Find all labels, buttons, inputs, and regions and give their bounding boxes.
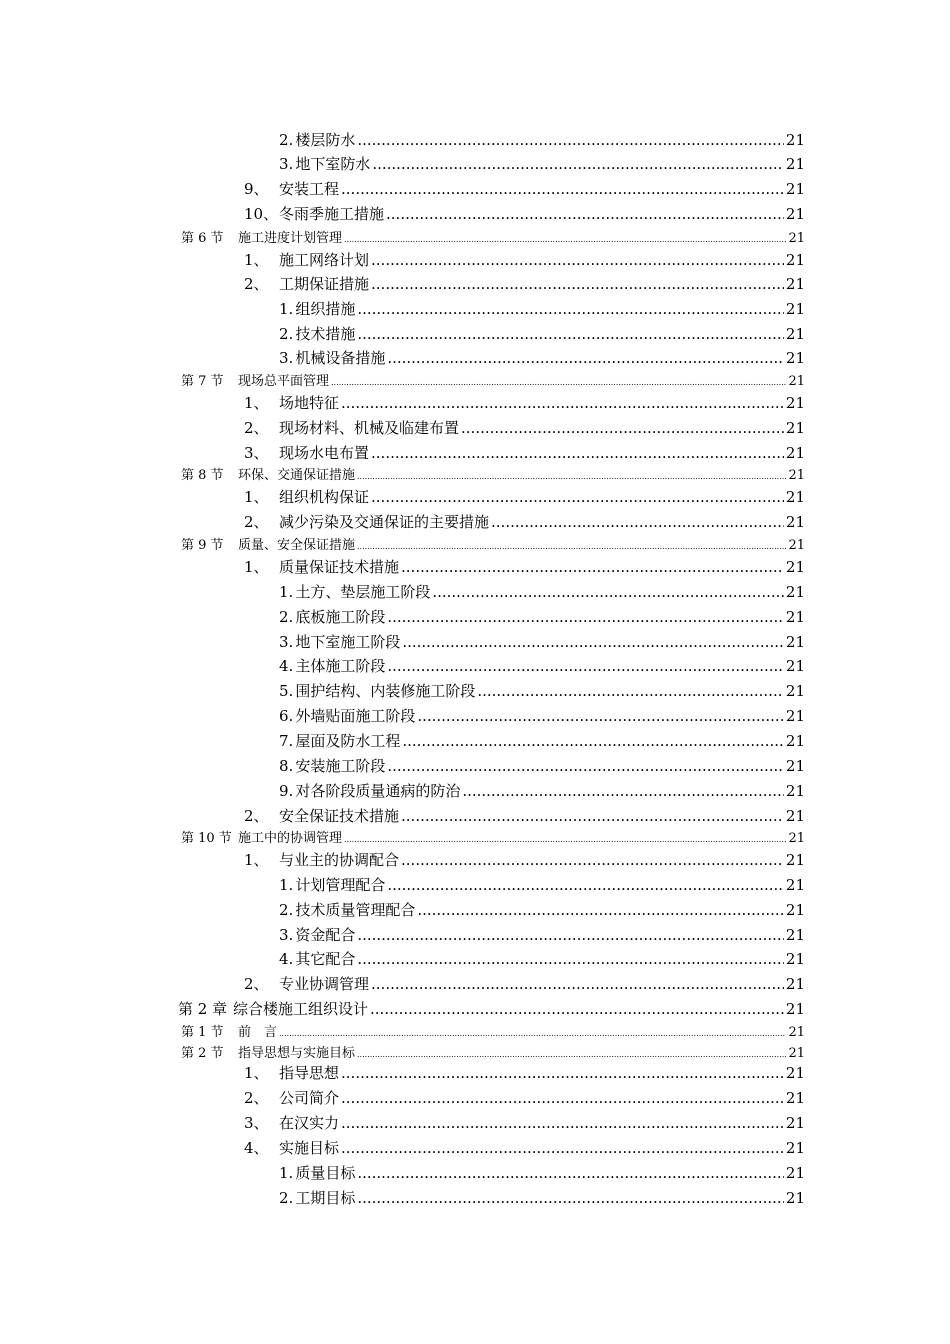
- toc-entry-number: 2、: [244, 975, 269, 993]
- toc-entry[interactable]: [279, 899, 805, 920]
- toc-entry-title: 围护结构、内装修施工阶段: [295, 682, 476, 700]
- toc-entry-title: 减少污染及交通保证的主要措施: [279, 513, 490, 531]
- dot-leader: [387, 657, 784, 675]
- toc-entry-label: [279, 948, 355, 969]
- toc-entry-title: 技术措施: [295, 325, 356, 343]
- toc-entry-title: 与业主的协调配合: [279, 851, 400, 869]
- toc-page-number: 21: [785, 1164, 805, 1182]
- dot-leader: [341, 394, 784, 412]
- toc-entry-title: 环保、交通保证措施: [238, 468, 356, 483]
- dot-leader: [401, 807, 784, 825]
- toc-entry[interactable]: [244, 392, 805, 413]
- toc-page-number: 21: [785, 444, 805, 462]
- dot-leader: [344, 831, 786, 846]
- toc-entry-title: 施工进度计划管理: [238, 231, 343, 246]
- toc-entry-title: 冬雨季施工措施: [279, 205, 385, 223]
- dot-leader: [371, 444, 784, 462]
- toc-entry-label: [244, 849, 399, 870]
- toc-page-number: 21: [785, 488, 805, 506]
- toc-entry[interactable]: [279, 606, 805, 627]
- toc-entry-title: 现场水电布置: [279, 444, 370, 462]
- toc-entry-title: 安全保证技术措施: [279, 807, 400, 825]
- toc-page-number: 21: [785, 394, 805, 412]
- toc-page-number: 21: [785, 608, 805, 626]
- toc-page-number: 21: [785, 1139, 805, 1157]
- toc-entry-number: 1.: [279, 300, 294, 318]
- toc-entry-number: 2.: [279, 1189, 294, 1207]
- toc-entry-number: 5.: [279, 682, 294, 700]
- toc-entry[interactable]: [244, 1112, 805, 1133]
- toc-entry[interactable]: [279, 755, 805, 776]
- toc-entry-title: 专业协调管理: [279, 975, 370, 993]
- dot-leader: [357, 325, 784, 343]
- toc-entry[interactable]: [244, 178, 805, 199]
- toc-entry-number: 4.: [279, 657, 294, 675]
- toc-entry[interactable]: [279, 1187, 805, 1208]
- toc-entry-label: [279, 606, 385, 627]
- toc-entry-title: 其它配合: [295, 950, 356, 968]
- toc-entry-number: 第 10 节: [181, 831, 232, 846]
- toc-entry-number: 第 8 节: [181, 468, 224, 483]
- toc-entry[interactable]: [244, 442, 805, 463]
- toc-entry-label: [244, 1112, 339, 1133]
- toc-entry-label: [279, 1187, 355, 1208]
- toc-entry-title: 机械设备措施: [295, 349, 386, 367]
- toc-entry-label: [279, 129, 355, 150]
- toc-entry[interactable]: [244, 511, 805, 532]
- dot-leader: [357, 926, 784, 944]
- toc-page-number: 21: [785, 1000, 805, 1018]
- toc-page-number: 21: [785, 633, 805, 651]
- toc-page-number: 21: [788, 231, 805, 246]
- toc-page-number: 21: [785, 1189, 805, 1207]
- toc-page-number: 21: [785, 732, 805, 750]
- toc-entry-number: 3.: [279, 349, 294, 367]
- toc-entry-title: 土方、垫层施工阶段: [295, 583, 431, 601]
- toc-page-number: 21: [785, 975, 805, 993]
- toc-entry-label: [279, 780, 460, 801]
- toc-entry[interactable]: [279, 298, 805, 319]
- toc-entry-label: [181, 227, 342, 246]
- toc-entry-number: 1.: [279, 1164, 294, 1182]
- toc-entry-number: 9、: [244, 180, 269, 198]
- toc-entry[interactable]: [279, 948, 805, 969]
- toc-page-number: 21: [785, 1114, 805, 1132]
- toc-entry-label: [244, 273, 369, 294]
- toc-entry[interactable]: [279, 347, 805, 368]
- toc-entry[interactable]: [279, 780, 805, 801]
- toc-page-number: 21: [785, 275, 805, 293]
- toc-entry-label: [181, 1042, 355, 1061]
- toc-entry-number: 1、: [244, 251, 269, 269]
- dot-leader: [401, 851, 784, 869]
- toc-entry-title: 对各阶段质量通病的防治: [295, 782, 461, 800]
- toc-page-number: 21: [785, 926, 805, 944]
- toc-page-number: 21: [785, 300, 805, 318]
- dot-leader: [357, 300, 784, 318]
- toc-entry[interactable]: [181, 534, 805, 553]
- toc-entry-label: [181, 827, 342, 846]
- toc-entry-title: 地下室施工阶段: [295, 633, 401, 651]
- toc-entry[interactable]: [279, 730, 805, 751]
- toc-entry-number: 第 7 节: [181, 374, 224, 389]
- toc-page-number: 21: [785, 757, 805, 775]
- toc-entry-title: 主体施工阶段: [295, 657, 386, 675]
- toc-page-number: 21: [785, 707, 805, 725]
- dot-leader: [357, 1046, 786, 1061]
- toc-entry[interactable]: [244, 1087, 805, 1108]
- toc-entry-title: 指导思想与实施目标: [238, 1046, 356, 1061]
- toc-entry-number: 3、: [244, 1114, 269, 1132]
- toc-entry-title: 在汉实力: [279, 1114, 340, 1132]
- toc-entry-number: 2.: [279, 901, 294, 919]
- toc-entry[interactable]: [181, 370, 805, 389]
- toc-entry-title: 前 言: [238, 1025, 278, 1040]
- toc-entry-title: 屋面及防水工程: [295, 732, 401, 750]
- toc-entry-number: 2、: [244, 513, 269, 531]
- toc-entry-number: 第 2 章: [178, 1000, 228, 1018]
- toc-page-number: 21: [785, 782, 805, 800]
- dot-leader: [387, 349, 784, 367]
- toc-page-number: 21: [788, 374, 805, 389]
- toc-entry-title: 场地特征: [279, 394, 340, 412]
- toc-entry-title: 质量目标: [295, 1164, 356, 1182]
- toc-entry-label: [181, 464, 355, 483]
- dot-leader: [344, 231, 786, 246]
- toc-entry-number: 2.: [279, 325, 294, 343]
- dot-leader: [371, 488, 784, 506]
- toc-entry-number: 1、: [244, 394, 269, 412]
- toc-page-number: 21: [785, 1089, 805, 1107]
- dot-leader: [371, 275, 784, 293]
- toc-page-number: 21: [785, 131, 805, 149]
- dot-leader: [432, 583, 784, 601]
- toc-entry[interactable]: [181, 827, 805, 846]
- toc-entry[interactable]: [279, 129, 805, 150]
- dot-leader: [371, 975, 784, 993]
- toc-entry[interactable]: [181, 227, 805, 246]
- toc-entry-label: [244, 511, 489, 532]
- dot-leader: [387, 608, 784, 626]
- toc-page-number: 21: [785, 657, 805, 675]
- toc-entry[interactable]: [244, 556, 805, 577]
- toc-entry-title: 资金配合: [295, 926, 356, 944]
- toc-entry[interactable]: [181, 464, 805, 483]
- toc-entry-number: 4、: [244, 1139, 269, 1157]
- toc-entry-label: [279, 730, 400, 751]
- dot-leader: [387, 876, 784, 894]
- toc-entry-label: [279, 298, 355, 319]
- toc-entry-number: 第 1 节: [181, 1025, 224, 1040]
- toc-entry-label: [178, 998, 368, 1019]
- toc-entry[interactable]: [244, 805, 805, 826]
- toc-page-number: 21: [785, 205, 805, 223]
- toc-entry-label: [244, 1087, 339, 1108]
- toc-entry-title: 组织措施: [295, 300, 356, 318]
- toc-page-number: 21: [788, 831, 805, 846]
- toc-entry[interactable]: [279, 631, 805, 652]
- dot-leader: [357, 1189, 784, 1207]
- toc-entry-label: [279, 899, 415, 920]
- toc-entry[interactable]: [279, 874, 805, 895]
- toc-page-number: 21: [785, 682, 805, 700]
- toc-entry-number: 1、: [244, 558, 269, 576]
- toc-entry-label: [279, 705, 415, 726]
- toc-entry-number: 2、: [244, 1089, 269, 1107]
- toc-entry-label: [244, 392, 339, 413]
- toc-entry-title: 综合楼施工组织设计: [233, 1000, 369, 1018]
- toc-entry-number: 9.: [279, 782, 294, 800]
- toc-entry-title: 现场总平面管理: [238, 374, 330, 389]
- toc-entry[interactable]: [244, 973, 805, 994]
- toc-entry-number: 2.: [279, 608, 294, 626]
- dot-leader: [371, 251, 784, 269]
- toc-entry-label: [244, 249, 369, 270]
- dot-leader: [417, 901, 784, 919]
- dot-leader: [461, 419, 784, 437]
- toc-entry-number: 2.: [279, 131, 294, 149]
- dot-leader: [357, 131, 784, 149]
- toc-entry-number: 4.: [279, 950, 294, 968]
- toc-entry-label: [279, 631, 400, 652]
- toc-entry[interactable]: [279, 323, 805, 344]
- dot-leader: [357, 1164, 784, 1182]
- toc-entry-title: 公司简介: [279, 1089, 340, 1107]
- toc-entry-title: 地下室防水: [295, 155, 371, 173]
- toc-entry-label: [279, 680, 475, 701]
- toc-entry-number: 第 6 节: [181, 231, 224, 246]
- toc-entry[interactable]: [181, 1042, 805, 1061]
- toc-page-number: 21: [788, 1046, 805, 1061]
- toc-entry-title: 计划管理配合: [295, 876, 386, 894]
- toc-entry-number: 3.: [279, 155, 294, 173]
- toc-entry-label: [279, 323, 355, 344]
- toc-entry-title: 实施目标: [279, 1139, 340, 1157]
- toc-entry-title: 施工中的协调管理: [238, 831, 343, 846]
- dot-leader: [491, 513, 784, 531]
- dot-leader: [477, 682, 784, 700]
- toc-entry-title: 外墙贴面施工阶段: [295, 707, 416, 725]
- toc-page-number: 21: [785, 558, 805, 576]
- toc-entry-label: [244, 442, 369, 463]
- toc-entry-number: 1、: [244, 488, 269, 506]
- toc-entry-title: 底板施工阶段: [295, 608, 386, 626]
- toc-page-number: 21: [788, 468, 805, 483]
- toc-entry-title: 质量、安全保证措施: [238, 538, 356, 553]
- toc-entry[interactable]: [279, 153, 805, 174]
- toc-entry-label: [181, 1021, 277, 1040]
- toc-entry[interactable]: [244, 417, 805, 438]
- toc-entry[interactable]: [244, 249, 805, 270]
- toc-entry[interactable]: [178, 998, 805, 1019]
- toc-entry-number: 7.: [279, 732, 294, 750]
- toc-entry[interactable]: [279, 581, 805, 602]
- toc-page-number: 21: [788, 538, 805, 553]
- toc-entry-title: 工期保证措施: [279, 275, 370, 293]
- toc-entry-title: 指导思想: [279, 1064, 340, 1082]
- toc-entry[interactable]: [244, 1062, 805, 1083]
- toc-entry[interactable]: [181, 1021, 805, 1040]
- toc-page-number: 21: [785, 180, 805, 198]
- toc-entry-label: [279, 581, 430, 602]
- toc-entry[interactable]: [244, 486, 805, 507]
- toc-entry-title: 技术质量管理配合: [295, 901, 416, 919]
- toc-entry[interactable]: [244, 849, 805, 870]
- dot-leader: [387, 757, 784, 775]
- toc-entry-label: [244, 1137, 339, 1158]
- toc-entry-title: 楼层防水: [295, 131, 356, 149]
- toc-page-number: 21: [785, 901, 805, 919]
- toc-entry[interactable]: [244, 273, 805, 294]
- dot-leader: [341, 1089, 784, 1107]
- toc-page-number: 21: [785, 807, 805, 825]
- toc-entry-number: 8.: [279, 757, 294, 775]
- toc-page-number: 21: [785, 583, 805, 601]
- toc-entry-label: [244, 1062, 339, 1083]
- toc-entry-number: 3.: [279, 926, 294, 944]
- toc-page-number: 21: [785, 349, 805, 367]
- toc-entry-title: 施工网络计划: [279, 251, 370, 269]
- dot-leader: [401, 558, 784, 576]
- toc-entry[interactable]: [244, 1137, 805, 1158]
- toc-page-number: 21: [785, 876, 805, 894]
- toc-entry-title: 现场材料、机械及临建布置: [279, 419, 460, 437]
- toc-entry[interactable]: [244, 203, 805, 224]
- toc-entry-number: 1.: [279, 583, 294, 601]
- toc-entry-number: 2、: [244, 807, 269, 825]
- toc-entry-label: [244, 486, 369, 507]
- toc-entry-title: 质量保证技术措施: [279, 558, 400, 576]
- dot-leader: [370, 1000, 784, 1018]
- toc-entry-number: 6.: [279, 707, 294, 725]
- toc-page-number: 21: [785, 251, 805, 269]
- dot-leader: [402, 633, 784, 651]
- toc-entry-number: 1、: [244, 851, 269, 869]
- toc-entry-number: 1.: [279, 876, 294, 894]
- dot-leader: [402, 732, 784, 750]
- toc-entry-number: 第 2 节: [181, 1046, 224, 1061]
- dot-leader: [372, 155, 784, 173]
- toc-page-number: 21: [785, 155, 805, 173]
- toc-entry-number: 1、: [244, 1064, 269, 1082]
- toc-page-number: 21: [788, 1025, 805, 1040]
- toc-page-number: 21: [785, 851, 805, 869]
- toc-entry-label: [279, 1162, 355, 1183]
- toc-entry[interactable]: [279, 924, 805, 945]
- dot-leader: [357, 950, 784, 968]
- dot-leader: [357, 468, 786, 483]
- toc-entry[interactable]: [279, 680, 805, 701]
- toc-entry-label: [244, 556, 399, 577]
- toc-entry-label: [244, 178, 339, 199]
- toc-entry[interactable]: [279, 655, 805, 676]
- dot-leader: [341, 1139, 784, 1157]
- toc-page-number: 21: [785, 950, 805, 968]
- dot-leader: [341, 1114, 784, 1132]
- toc-entry-label: [244, 417, 459, 438]
- toc-entry-title: 安装施工阶段: [295, 757, 386, 775]
- toc-page-number: 21: [785, 1064, 805, 1082]
- toc-entry-number: 10、: [244, 205, 279, 223]
- toc-entry-label: [181, 370, 329, 389]
- toc-entry-label: [279, 755, 385, 776]
- dot-leader: [341, 1064, 784, 1082]
- toc-entry-title: 工期目标: [295, 1189, 356, 1207]
- toc-entry-label: [244, 973, 369, 994]
- toc-entry-label: [279, 153, 370, 174]
- toc-entry-label: [181, 534, 355, 553]
- toc-entry[interactable]: [279, 1162, 805, 1183]
- toc-entry-label: [244, 805, 399, 826]
- toc-entry-label: [279, 924, 355, 945]
- dot-leader: [417, 707, 784, 725]
- dot-leader: [279, 1025, 786, 1040]
- dot-leader: [386, 205, 784, 223]
- toc-entry-label: [244, 203, 384, 224]
- toc-entry[interactable]: [279, 705, 805, 726]
- dot-leader: [462, 782, 784, 800]
- toc-entry-label: [279, 347, 385, 368]
- toc-page-number: 21: [785, 419, 805, 437]
- dot-leader: [357, 538, 786, 553]
- toc-entry-number: 第 9 节: [181, 538, 224, 553]
- dot-leader: [341, 180, 784, 198]
- toc-entry-number: 2、: [244, 275, 269, 293]
- toc-entry-number: 3、: [244, 444, 269, 462]
- toc-entry-title: 安装工程: [279, 180, 340, 198]
- toc-entry-label: [279, 874, 385, 895]
- toc-entry-number: 3.: [279, 633, 294, 651]
- dot-leader: [331, 374, 786, 389]
- toc-entry-number: 2、: [244, 419, 269, 437]
- toc-page-number: 21: [785, 513, 805, 531]
- toc-entry-title: 组织机构保证: [279, 488, 370, 506]
- toc-page-number: 21: [785, 325, 805, 343]
- toc-entry-label: [279, 655, 385, 676]
